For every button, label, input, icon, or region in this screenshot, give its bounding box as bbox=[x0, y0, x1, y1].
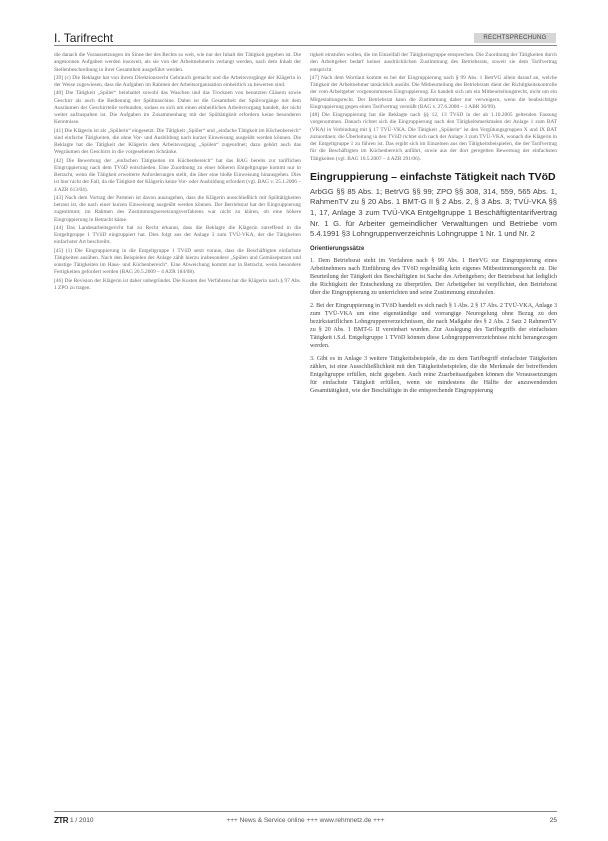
left-paragraph: [46] Die Revision der Klägerin ist daher unbegründet. Die Kosten des Verfahrens hat die Klägerin nach § 97 Abs. 1 ZPO zu tragen. bbox=[54, 277, 301, 291]
left-paragraph: [41] Die Klägerin ist als „Spülerin“ eingesetzt. Die Tätigkeit „Spüler“ und „einfache Tätigkeit im Küchenbereich“ sind einfache Tätigkeiten, die ohne Vor- und Ausbildung nach kurzer Einweisung ausgeübt werden können. Die Beklagte hat die Tätigkeit der Klägerin dem Arbeitsvorgang „Spülen“ zugeordnet; dazu gehört auch das Wegräumen des Geschirrs in die vorgesehenen Schränke. bbox=[54, 127, 301, 156]
left-paragraph: [40] Die Tätigkeit „Spüler“ beinhaltet sowohl das Waschen und das Trocknen von benutzten Gläsern sowie Geschirr als auch die Bedienung der Spülmaschine. Dabei ist die Gesamtheit der Spülvorgänge mit dem Ausräumen der Geschirrteile verbunden, sodass es sich um einen einheitlichen Arbeitsvorgang handelt, der nicht weiter aufzuspalten ist. Die Aufgaben im Zusammenhang mit der Spültätigkeit erfordern keine besonderen Kenntnisse. bbox=[54, 90, 301, 126]
service-link[interactable]: +++ News & Service online +++ www.rehmnetz.de +++ bbox=[226, 817, 385, 824]
orientation-point: 3. Gibt es in Anlage 3 weitere Tätigkeitsbeispiele, die zu dem Tarifbegriff einfachster Tätigkeiten zählen, ist eine Ausschließlichkeit mit den Tätigkeitsbeispielen, die die Merkmale der betreffenden Entgeltgruppe erfüllen, nicht gegeben. Auch reine Zuarbeitsaufgaben können die Voraussetzungen für einfachste Tätigkeit erfüllen, wenn sie mindestens die Hälfte der anzuwendenden Gesamttätigkeit, wie der Beschäftigte in die entsprechende Eingruppierung bbox=[310, 355, 557, 394]
section-title: Eingruppierung – einfachste Tätigkeit nach TVöD bbox=[310, 170, 556, 183]
right-paragraph: tigkeit einstufen wollen, die im Einzelfall der Tätigkeitsgruppe entsprechen. Die Zuordnung der Tätigkeiten durch den Arbeitgeber bedarf keiner ausdrücklichen Zustimmung des Betriebsrats, soweit sie dem Tarifvertrag entspricht. bbox=[310, 52, 557, 73]
left-column bbox=[54, 52, 301, 293]
page-number: 25 bbox=[549, 817, 557, 824]
left-paragraph: [39] (c) Die Beklagte hat von ihrem Direktionsrecht Gebrauch gemacht und die Arbeitsvorgänge der Klägerin in der Weise zugewiesen, dass die Aufgaben im Rahmen der Arbeitsorganisation einheitlich zu bewerten sind. bbox=[54, 74, 301, 88]
left-paragraph: [44] Das Landesarbeitsgericht hat zu Recht erkannt, dass die Beklagte die Klägerin zutreffend in die Entgeltgruppe 1 TVöD eingruppiert hat. Dies folgt aus der Anlage 3 zum TVÜ-VKA, der die Tätigkeiten einfachster Art beschreibt. bbox=[54, 224, 301, 246]
orientation-point: 2. Bei der Eingruppierung in TVöD handelt es sich nach § 1 Abs. 2 § 17 Abs. 2 TVÜ-VKA, Anlage 3 zum TVÜ-VKA um eine eigenständige und vorrangige Neuregelung ohne Bezug zu den bezirkstariflichen Lohngruppenverzeichnissen, die nach Maßgabe des § 2 Abs. 2 Satz 2 RahmenTV zu § 20 Abs. 1 BMT-G II vereinbart wurden. Zur Auslegung des Tarifbegriffs der einfachsten Tätigkeit i.S.d. Entgeltgruppe 1 TVöD können diese Lohngruppenverzeichnisse nicht herangezogen werden. bbox=[310, 302, 557, 349]
left-paragraph: [42] Die Bewertung der „einfachen Tätigkeiten im Küchenbereich“ hat das BAG bereits zur tariflichen Eingruppierung nach dem TVöD entschieden. Eine Zuordnung zu einer höheren Entgeltgruppe kommt nur in Betracht, wenn die Tätigkeit erweiterte Anforderungen stellt, die über eine bloße Einweisung hinausgehen. Dies ist hier nicht der Fall, da die Tätigkeit der Klägerin keine Vor- oder Ausbildung erfordert (vgl. BAG v. 25.1.2006 – 4 AZR 613/04). bbox=[54, 157, 301, 193]
left-paragraph: [45] (1) Die Eingruppierung in die Entgeltgruppe 1 TVöD setzt voraus, dass die Beschäftigten einfachste Tätigkeiten ausüben. Nach den Beispielen der Anlage zählt hierzu insbesondere „Spülen und Gemüseputzen und sonstige Tätigkeiten im Haus- und Küchenbereich“. Eine Abweichung kommt nur in Betracht, wenn besondere Fertigkeiten gefordert werden (BAG 20.5.2009 – 4 AZR 184/08). bbox=[54, 247, 301, 276]
running-head: I. Tarifrecht bbox=[54, 31, 114, 45]
right-column bbox=[310, 52, 557, 400]
header-divider bbox=[54, 45, 557, 46]
right-paragraph: [47] Nach dem Wortlaut kommt es bei der Eingruppierung nach § 99 Abs. 1 BetrVG allein darauf an, welche Tätigkeit der Arbeitnehmer tatsächlich ausübt. Die Mitbeurteilung des Betriebsrats dient der Richtigkeitskontrolle der vom Arbeitgeber vorgenommenen Eingruppierung. Es handelt sich um ein Mitbeurteilungsrecht, nicht um ein Mitgestaltungsrecht. Der Betriebsrat kann die Zustimmung daher nur verweigern, wenn die beabsichtigte Eingruppierung gegen einen Tarifvertrag verstößt (BAG v. 27.6.2000 – 1 ABR 36/99). bbox=[310, 74, 557, 110]
left-paragraph: [43] Nach dem Vortrag der Parteien ist davon auszugehen, dass die Klägerin ausschließlich mit Spültätigkeiten betraut ist, die nach einer kurzen Einweisung ausgeübt werden können. Der Betriebsrat hat der Eingruppierung zugestimmt; im Rahmen des Zustimmungsersetzungsverfahrens war nicht zu klären, ob eine höhere Eingruppierung in Betracht käme. bbox=[54, 194, 301, 223]
footer bbox=[54, 817, 557, 827]
orientation-point: 1. Dem Betriebsrat steht im Verfahren nach § 99 Abs. 1 BetrVG zur Eingruppierung eines Arbeitnehmers nach Einführung des TVöD regelmäßig kein eigenes Mitbestimmungsrecht zu. Die Beurteilung der Tätigkeit des Beschäftigten ist Sache des Arbeitgebers; der Betriebsrat hat lediglich die Richtigkeit der Entscheidung zu überprüfen. Der Arbeitgeber ist verpflichtet, den Betriebsrat über die Eingruppierung zu unterrichten und seine Zustimmung einzuholen. bbox=[310, 257, 557, 296]
footer-divider bbox=[54, 811, 557, 812]
journal-logo: ZTR bbox=[54, 816, 69, 825]
section-label: RECHTSPRECHUNG bbox=[474, 33, 556, 43]
orientation-subhead: Orientierungssätze bbox=[310, 245, 365, 252]
left-paragraph: die danach die Voraussetzungen im Sinne der des Rechts so weit, wie nur der Inhalt der Tätigkeit gegeben ist. Die angesonnen Aufgaben werden insoweit, als sie von der Arbeitnehmerin verlangt werden, nach dem Inhalt der Stellenbeschreibung in ihrer Gesamtheit ausgeführt werden. bbox=[54, 52, 301, 73]
section-references: ArbGG §§ 85 Abs. 1; BetrVG §§ 99; ZPO §§ 308, 314, 559, 565 Abs. 1, RahmenTV zu § 20 Abs. 1 BMT-G II § 2 Abs. 2, § 3 Abs. 3; TVÜ-VKA §§ 1, 17, Anlage 3 zum TVÜ-VKA Entgeltgruppe 1 Beschäftigtentarifvertrag Nr. 1 G. für Arbeiter gemeindlicher Verwaltungen und Betriebe vom 5.4.1991 §3 Lohngruppenverzeichnis Lohngruppe 1 Nr. 1 und Nr. 2 bbox=[310, 186, 557, 239]
issue-number: 1 / 2010 bbox=[70, 817, 94, 824]
right-paragraph: [48] Die Eingruppierung hat die Beklagte nach §§ 12, 13 TVöD in der ab 1.10.2005 geltenden Fassung vorgenommen. Danach richtet sich die Eingruppierung nach den Tätigkeitsmerkmalen der Anlage 1 zum BAT (VKA) in Verbindung mit § 17 TVÜ-VKA. Die Tätigkeit „Spülerin“ ist den Vergütungsgruppen X und IX BAT zuzuordnen; die Überleitung in den TVöD richtet sich nach der Anlage 3 zum TVÜ-VKA, wonach die Klägerin in der Entgeltgruppe 1 zu führen ist. Das ergibt sich im Einzelnen aus den Tätigkeitsbeispielen, die der Tarifvertrag für die Beschäftigten im Küchenbereich anführt, sowie aus der dort geregelten Bewertung der einfachsten Tätigkeiten (vgl. BAG 16.5.2007 – 4 AZR 291/06). bbox=[310, 112, 557, 162]
